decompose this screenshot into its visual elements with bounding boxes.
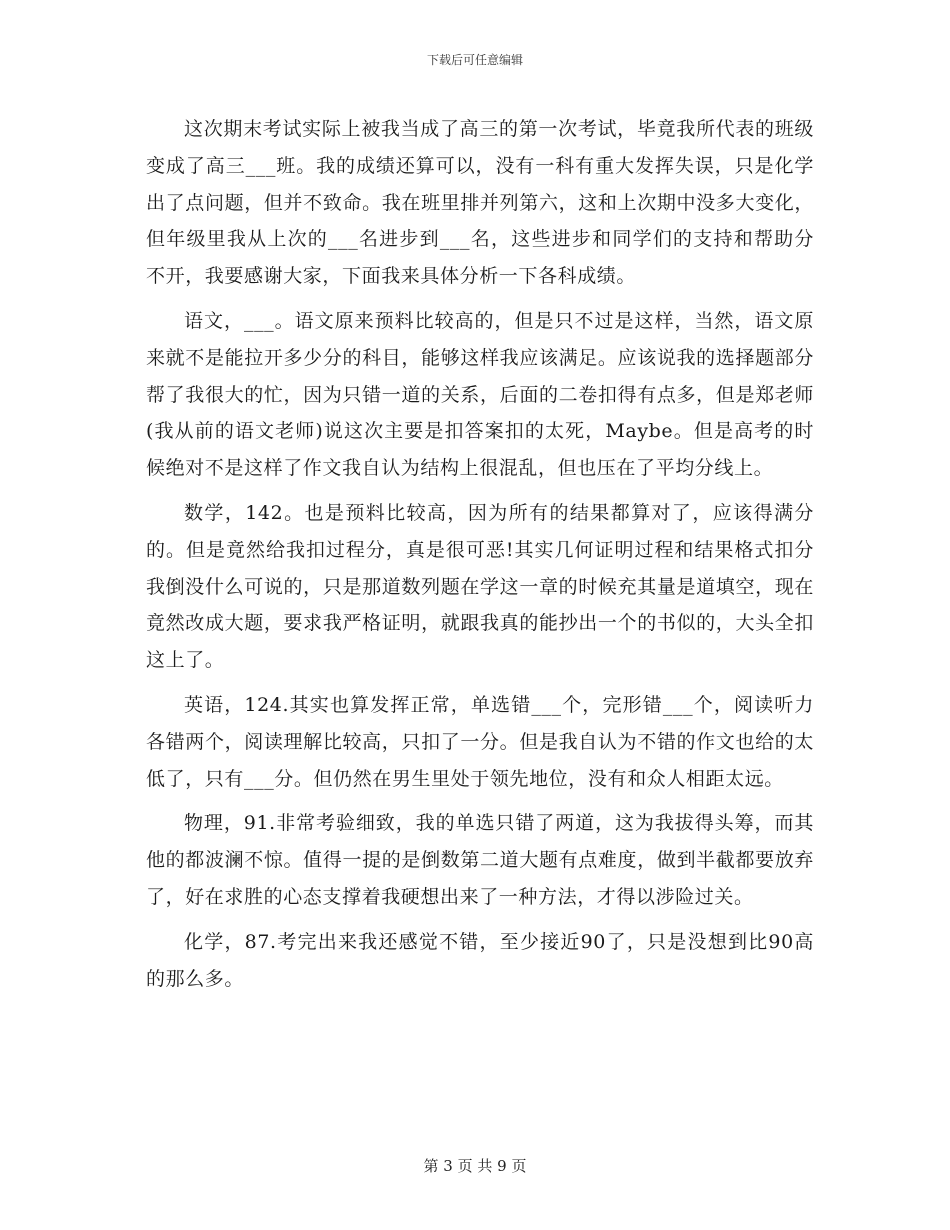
paragraph-chemistry: 化学，87.考完出来我还感觉不错，至少接近90了，只是没想到比90高的那么多。 [146,930,814,990]
page-header: 下载后可任意编辑 [426,53,523,67]
document-body [146,111,814,1005]
paragraph-physics: 物理，91.非常考验细致，我的单选只错了两道，这为我拔得头筹，而其他的都波澜不惊。值得一提的是倒数第二道大题有点难度，做到半截都要放弃了，好在求胜的心态支撑着我硬想出来了一种方法，才得以涉险过关。 [146,812,814,908]
paragraph-intro: 这次期末考试实际上被我当成了高三的第一次考试，毕竟我所代表的班级变成了高三___班。我的成绩还算可以，没有一科有重大发挥失误，只是化学出了点问题，但并不致命。我在班里排并列第六，这和上次期中没多大变化，但年级里我从上次的___名进步到___名，这些进步和同学们的支持和帮助分不开，我要感谢大家，下面我来具体分析一下各科成绩。 [146,118,814,288]
paragraph-chinese: 语文，___。语文原来预料比较高的，但是只不过是这样，当然，语文原来就不是能拉开多少分的科目，能够这样我应该满足。应该说我的选择题部分帮了我很大的忙，因为只错一道的关系，后面的二卷扣得有点多，但是郑老师(我从前的语文老师)说这次主要是扣答案扣的太死，Maybe。但是高考的时候绝对不是这样了作文我自认为结构上很混乱，但也压在了平均分线上。 [146,309,814,480]
page-number: 第 3 页 共 9 页 [423,1157,527,1175]
paragraph-english: 英语，124.其实也算发挥正常，单选错___个，完形错___个，阅读听力各错两个，阅读理解比较高，只扣了一分。但是我自认为不错的作文也给的太低了，只有___分。但仍然在男生里处于领先地位，没有和众人相距太远。 [146,693,814,790]
paragraph-math: 数学，142。也是预料比较高，因为所有的结果都算对了，应该得满分的。但是竟然给我扣过程分，真是很可恶!其实几何证明过程和结果格式扣分我倒没什么可说的，只是那道数列题在学这一章的时候充其量是道填空，现在竟然改成大题，要求我严格证明，就跟我真的能抄出一个的书似的，大头全扣这上了。 [146,501,814,672]
